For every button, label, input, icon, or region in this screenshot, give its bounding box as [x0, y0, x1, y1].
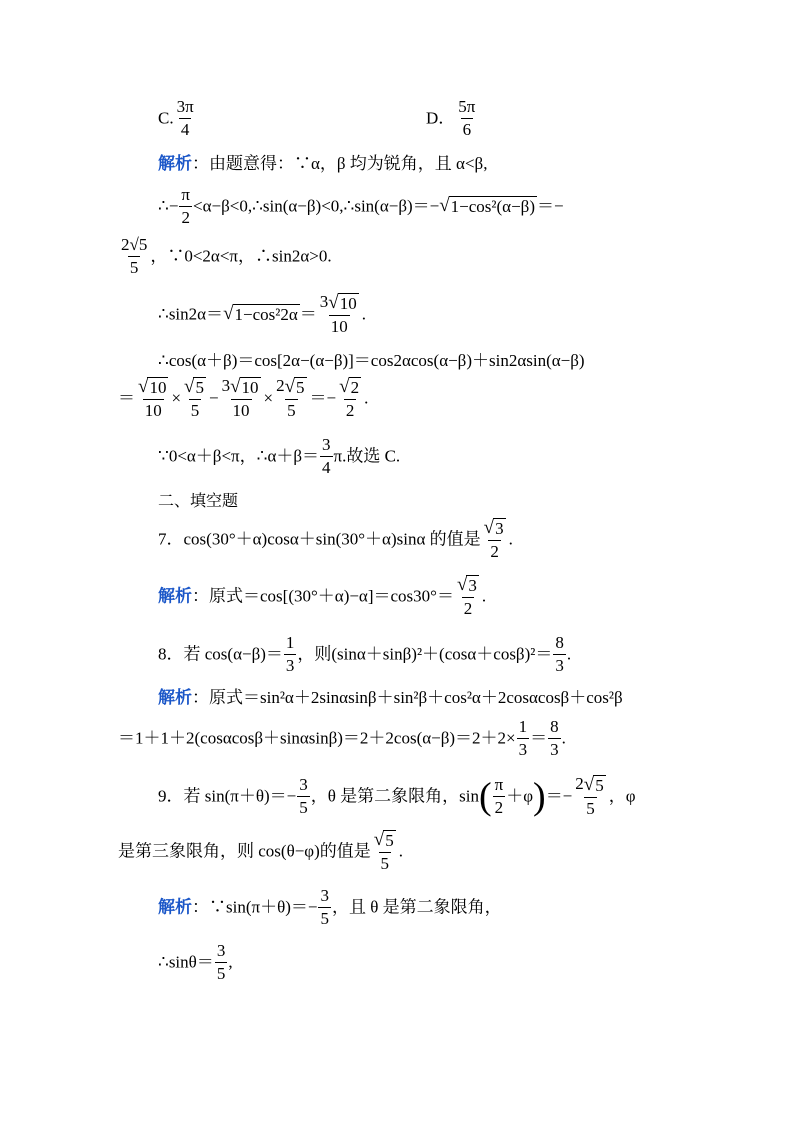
solution-6-line-2: ∴− $\frac{\pi}{2}$ <α−β<0,∴sin(α−β)<0,∴sin(α−β)＝− √ 1−cos²(α−β) ＝− [158, 185, 564, 227]
solution-6-line-6: ＝ √ 10 10 × √ 5 5 − 3 √ 10 10 × 2 √ 5 5 ＝− √ 2 2 . [118, 376, 369, 421]
fraction: 3 √ 10 10 [221, 376, 259, 421]
fraction: $\frac{3}{5}$ [216, 941, 226, 983]
solution-label: 解析 [158, 586, 192, 606]
solution-label: 解析 [158, 897, 192, 917]
solution-6-line-4: ∴sin2α＝ √ 1−cos²2α ＝ 3 √ 10 10 . [158, 292, 366, 337]
question-8-solution-line-1: 解析：原式＝sin²α＋2sinαsinβ＋sin²β＋cos²α＋2cosαcosβ＋cos²β [158, 688, 623, 708]
fraction: $\frac{8}{3}$ [555, 633, 564, 675]
question-7-solution: 解析：原式＝cos[(30°＋α)−α]＝cos30°＝ √ 3 2 . [158, 574, 487, 619]
sqrt: √ 1−cos²2α [223, 303, 298, 325]
solution-label: 解析 [158, 154, 192, 174]
option-c: C. $\frac{3\pi}{4}$ [158, 97, 194, 139]
question-9-line-2: 是第三象限角，则 cos(θ−φ)的值是 √ 5 5 . [118, 829, 403, 874]
question-9-solution-line-1: 解析：∵sin(π＋θ)＝− $\frac{3}{5}$ ，且 θ 是第二象限角， [158, 886, 502, 928]
sqrt: √ 1−cos²(α−β) [439, 195, 535, 217]
fraction: $\frac{\pi}{2}$ [494, 775, 504, 817]
solution-6-line-5: ∴cos(α＋β)＝cos[2α−(α−β)]＝cos2αcos(α−β)＋sin2αsin(α−β) [158, 351, 585, 371]
option-d: D． $\frac{5\pi}{6}$ [426, 97, 476, 139]
solution-6-line-3: $\frac{2√5}{5}$ ，∵0<2α<π，∴sin2α>0. [121, 235, 332, 277]
fraction: $\frac{1}{3}$ [285, 633, 295, 675]
fraction: $\frac{3}{4}$ [322, 435, 331, 477]
fraction: $\frac{2√5}{5}$ [121, 235, 148, 277]
section-title: 二、填空题 [158, 491, 239, 510]
fraction: $\frac{8}{3}$ [550, 717, 559, 759]
question-7: 7．cos(30°＋α)cosα＋sin(30°＋α)sinα 的值是 √ 3 2 . [158, 517, 513, 562]
fraction: $\frac{3}{5}$ [299, 775, 308, 817]
question-8-solution-line-2: ＝1＋1＋2(cosαcosβ＋sinαsinβ)＝2＋2cos(α−β)＝2＋2× $\frac{1}{3}$ ＝ $\frac{8}{3}$ . [118, 717, 566, 759]
fraction: √ 2 2 [339, 376, 360, 421]
fraction: √ 5 5 [373, 829, 394, 874]
fraction: 3 √ 10 10 [319, 292, 357, 337]
solution-6-line-1: 解析：由题意得：∵α，β 均为锐角，且 α<β, [158, 154, 488, 174]
fraction: $\frac{3\pi}{4}$ [176, 97, 194, 139]
fraction: $\frac{1}{3}$ [518, 717, 528, 759]
fraction: √ 5 5 [184, 376, 204, 421]
fraction: $\frac{\pi}{2}$ [181, 185, 190, 227]
solution-label: 解析 [158, 688, 192, 708]
fraction: √ 3 2 [456, 574, 477, 619]
question-9-solution-line-2: ∴sinθ＝ $\frac{3}{5}$ , [158, 941, 233, 983]
fraction: $\frac{5\pi}{6}$ [458, 97, 476, 139]
question-9-line-1: 9．若 sin(π＋θ)＝− $\frac{3}{5}$ ，θ 是第二象限角，sin( $\frac{\pi}{2}$ ＋φ)＝− 2 √ 5 5 ，φ [158, 774, 636, 819]
solution-6-line-7: ∵0<α＋β<π，∴α＋β＝ $\frac{3}{4}$ π.故选 C. [158, 435, 401, 477]
fraction: √ 10 10 [138, 376, 167, 421]
fraction: $\frac{3}{5}$ [320, 886, 329, 928]
question-8: 8．若 cos(α−β)＝ $\frac{1}{3}$ ，则(sinα＋sinβ)²＋(cosα＋cosβ)²＝ $\frac{8}{3}$ . [158, 633, 572, 675]
fraction: 2 √ 5 5 [276, 376, 305, 421]
fraction: 2 √ 5 5 [575, 774, 604, 819]
fraction: √ 3 2 [483, 517, 504, 562]
